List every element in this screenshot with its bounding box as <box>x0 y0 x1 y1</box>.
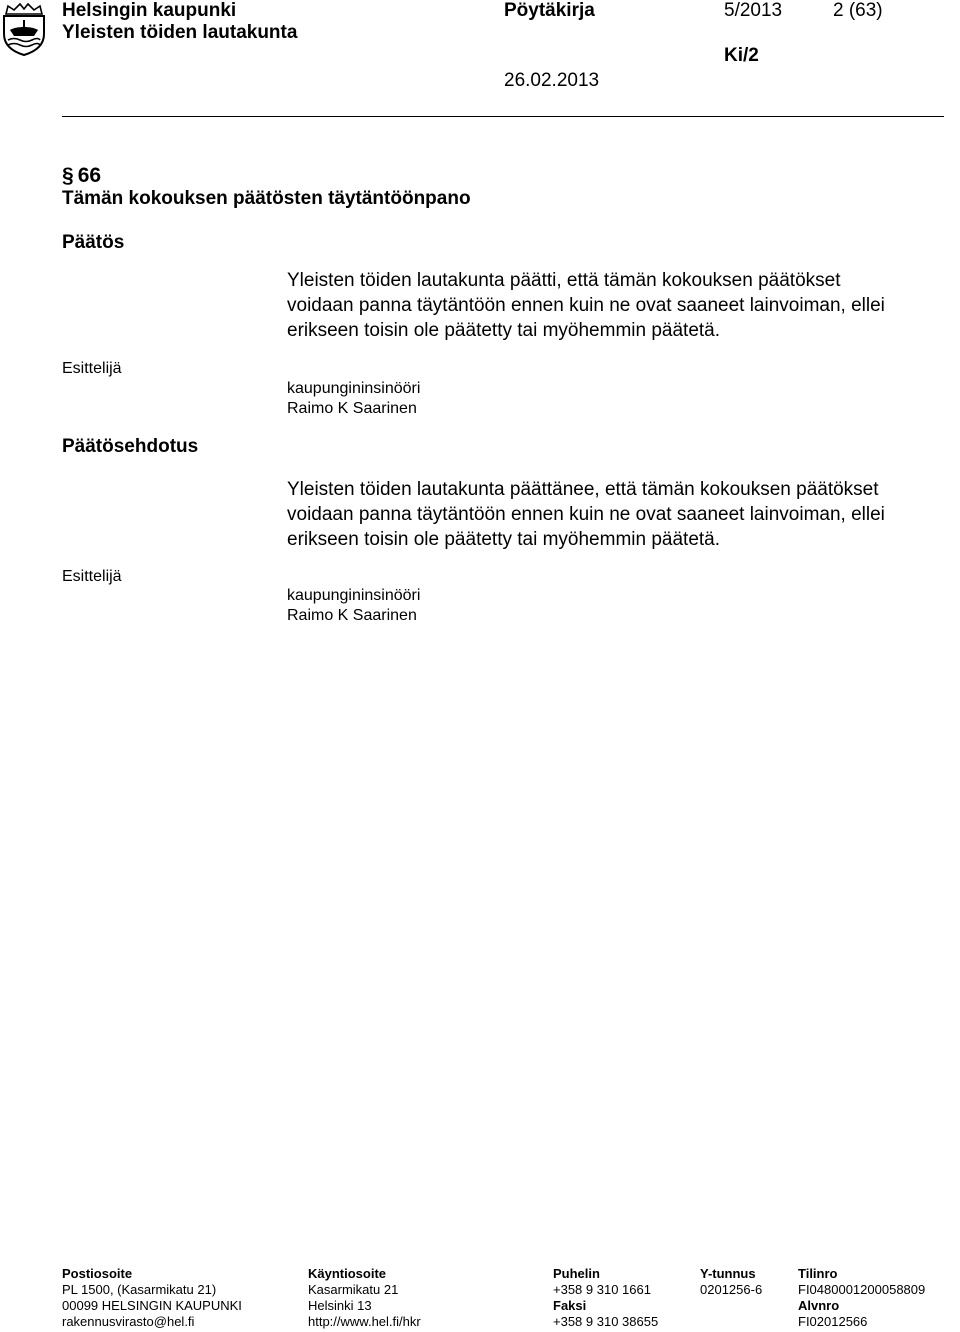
footer-phone <box>553 1266 658 1330</box>
footer-value: PL 1500, (Kasarmikatu 21) <box>62 1282 217 1297</box>
footer-label: Tilinro <box>798 1266 838 1281</box>
proposal-presenter-name: Raimo K Saarinen <box>287 607 417 624</box>
footer-value: +358 9 310 1661 <box>553 1282 651 1297</box>
decision-text <box>287 268 885 343</box>
footer-value: Helsinki 13 <box>308 1298 372 1313</box>
footer-email: rakennusvirasto@hel.fi <box>62 1314 195 1329</box>
decision-line: erikseen toisin ole päätetty tai myöhemmin päätetä. <box>287 320 721 341</box>
footer-postal-address <box>62 1266 242 1330</box>
footer-value: 0201256-6 <box>700 1282 763 1297</box>
footer-label: Postiosoite <box>62 1266 133 1281</box>
proposal-presenter-title: kaupungininsinööri <box>287 587 421 604</box>
footer-label: Käyntiosoite <box>308 1266 387 1281</box>
board-name: Yleisten töiden lautakunta <box>62 22 298 43</box>
reference-code: Ki/2 <box>724 45 759 66</box>
footer-website: http://www.hel.fi/hkr <box>308 1314 421 1329</box>
decision-line: Yleisten töiden lautakunta päätti, että tämän kokouksen päätökset <box>287 270 841 291</box>
proposal-line: Yleisten töiden lautakunta päättänee, että tämän kokouksen päätökset <box>287 479 879 500</box>
proposal-line: voidaan panna täytäntöön ennen kuin ne ovat saaneet lainvoiman, ellei <box>287 504 885 525</box>
footer-value: 00099 HELSINGIN KAUPUNKI <box>62 1298 242 1313</box>
proposal-text <box>287 477 885 552</box>
section-title: Tämän kokouksen päätösten täytäntöönpano <box>62 188 471 209</box>
decision-heading: Päätös <box>62 232 125 253</box>
footer-value: +358 9 310 38655 <box>553 1314 659 1329</box>
proposal-heading: Päätösehdotus <box>62 436 199 457</box>
document-type: Pöytäkirja <box>504 0 595 21</box>
footer-label: Puhelin <box>553 1266 600 1281</box>
decision-line: voidaan panna täytäntöön ennen kuin ne ovat saaneet lainvoiman, ellei <box>287 295 885 316</box>
footer-label: Alvnro <box>798 1298 840 1313</box>
page-number: 2 (63) <box>833 0 883 21</box>
header-divider <box>62 116 944 117</box>
section-number <box>62 164 101 188</box>
footer-label: Faksi <box>553 1298 587 1313</box>
decision-presenter-label: Esittelijä <box>62 360 122 377</box>
footer-account <box>798 1266 925 1330</box>
document-number: 5/2013 <box>724 0 783 21</box>
footer-value: FI0480001200058809 <box>798 1282 926 1297</box>
document-date: 26.02.2013 <box>504 70 600 91</box>
proposal-line: erikseen toisin ole päätetty tai myöhemmin päätetä. <box>287 529 721 550</box>
proposal-presenter-label: Esittelijä <box>62 568 122 585</box>
section-symbol: § <box>62 164 74 187</box>
helsinki-coat-of-arms-icon <box>0 0 48 56</box>
decision-presenter-title: kaupungininsinööri <box>287 380 421 397</box>
footer-value: Kasarmikatu 21 <box>308 1282 399 1297</box>
section-number-value: 66 <box>77 164 102 187</box>
footer-label: Y-tunnus <box>700 1266 756 1281</box>
footer-visit-address <box>308 1266 421 1330</box>
footer-business-id <box>700 1266 762 1298</box>
decision-presenter-name: Raimo K Saarinen <box>287 400 417 417</box>
city-name: Helsingin kaupunki <box>62 0 237 21</box>
footer-value: FI02012566 <box>798 1314 868 1329</box>
